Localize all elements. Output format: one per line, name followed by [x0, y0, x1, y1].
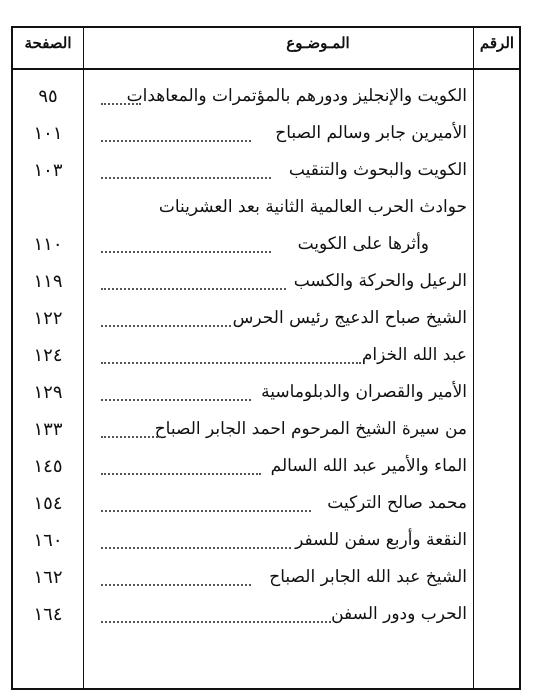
list-item [13, 530, 519, 560]
entry-title: عبد الله الخزام [361, 345, 467, 365]
leader-dots [101, 473, 261, 475]
list-item [13, 567, 519, 597]
leader-dots [101, 584, 251, 586]
header-number: الرقم [479, 34, 515, 52]
table-of-contents [11, 26, 521, 690]
list-item [13, 345, 519, 375]
list-item [13, 160, 519, 190]
entry-title: الشيخ صباح الدعيج رئيس الحرس [232, 308, 467, 328]
entry-title: وأثرها على الكويت [297, 234, 429, 254]
header-page: الصفحة [24, 34, 72, 52]
leader-dots [101, 621, 331, 623]
leader-dots [101, 103, 141, 105]
entry-page: ١٦٠ [33, 530, 63, 551]
leader-dots [101, 288, 286, 290]
entry-page: ١٣٣ [33, 419, 63, 440]
leader-dots [101, 177, 271, 179]
entry-page: ١٢٢ [33, 308, 63, 329]
entry-page: ١٦٤ [33, 604, 63, 625]
entry-title: الأمير والقصران والدبلوماسية [261, 382, 467, 402]
entry-page: ١٠٣ [33, 160, 63, 181]
leader-dots [101, 547, 291, 549]
list-item [13, 308, 519, 338]
entry-title: حوادث الحرب العالمية الثانية بعد العشرينات [158, 197, 467, 217]
list-item [13, 86, 519, 116]
list-item [13, 234, 519, 264]
list-item [13, 123, 519, 153]
leader-dots [101, 362, 361, 364]
list-item [13, 604, 519, 634]
leader-dots [101, 399, 251, 401]
leader-dots [101, 436, 161, 438]
list-item [13, 493, 519, 523]
entry-title: الماء والأمير عبد الله السالم [270, 456, 467, 476]
entry-page: ١١٠ [33, 234, 63, 255]
entry-title: الرعيل والحركة والكسب [293, 271, 467, 291]
list-item [13, 419, 519, 449]
entry-page: ١٢٤ [33, 345, 63, 366]
entry-page: ١٦٢ [33, 567, 63, 588]
list-item [13, 382, 519, 412]
list-item [13, 271, 519, 301]
entry-page: ١٥٤ [33, 493, 63, 514]
entry-title: من سيرة الشيخ المرحوم احمد الجابر الصباح [154, 419, 467, 439]
entry-page: ١٤٥ [33, 456, 63, 477]
leader-dots [101, 510, 311, 512]
entry-title: محمد صالح التركيت [327, 493, 467, 513]
header-divider [13, 68, 519, 70]
entry-title: الكويت والبحوث والتنقيب [288, 160, 467, 180]
entry-page: ٩٥ [38, 86, 58, 107]
entry-page: ١٠١ [33, 123, 63, 144]
entry-title: الحرب ودور السفن [331, 604, 467, 624]
leader-dots [101, 325, 231, 327]
list-item [13, 456, 519, 486]
entry-title: الكويت والإنجليز ودورهم بالمؤتمرات والمعاهدات [126, 86, 467, 106]
entry-title: النقعة وأربع سفن للسفر [295, 530, 467, 550]
header-topic: المـوضـوع [286, 34, 350, 52]
list-item [13, 197, 519, 227]
entry-title: الأميرين جابر وسالم الصباح [275, 123, 467, 143]
leader-dots [101, 251, 271, 253]
entry-title: الشيخ عبد الله الجابر الصباح [269, 567, 467, 587]
entry-page: ١١٩ [33, 271, 63, 292]
leader-dots [101, 140, 251, 142]
entry-page: ١٢٩ [33, 382, 63, 403]
